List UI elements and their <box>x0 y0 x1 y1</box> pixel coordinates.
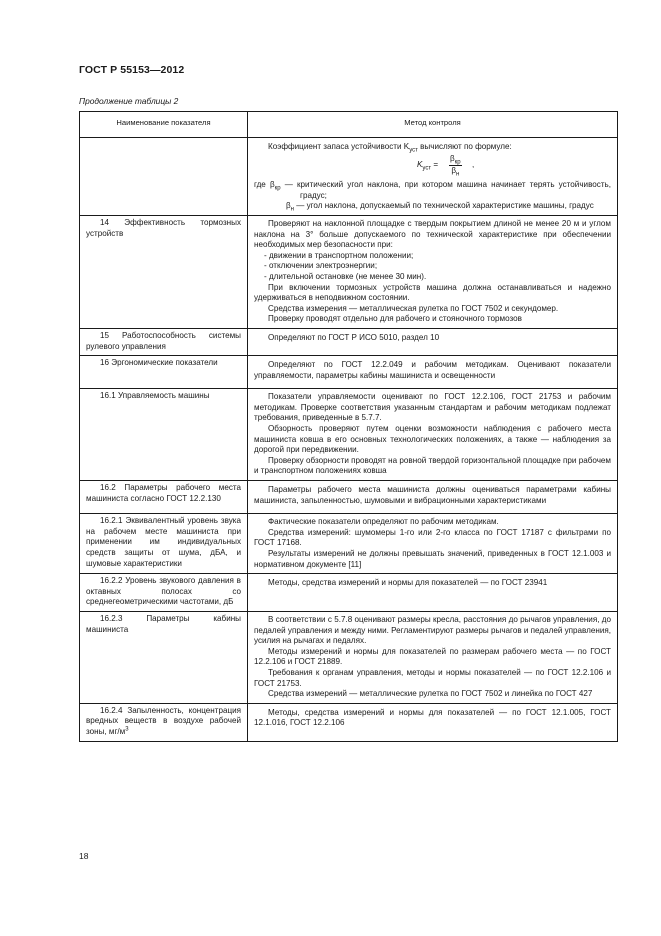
indicator-name-cell <box>80 703 248 741</box>
table-row-formula <box>80 137 618 215</box>
document-header: ГОСТ Р 55153—2012 <box>79 64 185 76</box>
method-paragraph: Средства измерений: шумомеры 1-го или 2-го класса по ГОСТ 17187 с фильтрами по ГОСТ 17168. <box>254 527 611 548</box>
formula-fraction <box>449 154 462 176</box>
method-cell <box>248 703 618 741</box>
method-cell <box>248 356 618 389</box>
formula-intro: Коэффициент запаса устойчивости $K_{уст}$ вычисляют по формуле: <box>268 141 512 154</box>
formula-where-critical: где $\beta_{кр}$ — критический угол наклона, при котором машина начинает терять устойчивость, градус; <box>254 180 611 200</box>
indicator-name: 16.2.4 Запыленность, концентрация вредных веществ в воздухе рабочей зоны, мг/м <box>86 705 241 736</box>
table-row <box>80 389 618 481</box>
method-paragraph: Методы измерений и нормы для показателей по размерам рабочего места — по ГОСТ 12.2.106 и ГОСТ 21889. <box>254 646 611 667</box>
indicator-name: 16.2.3 Параметры кабины машиниста <box>86 613 241 634</box>
table-continuation-caption: Продолжение таблицы 2 <box>79 96 179 106</box>
indicator-name: 14 Эффективность тормозных устройств <box>86 217 241 238</box>
method-cell <box>248 574 618 612</box>
method-paragraph: Результаты измерений не должны превышать значений, приведенных в ГОСТ 12.1.003 и нормативном документе [11] <box>254 549 611 569</box>
indicator-name-cell <box>80 356 248 389</box>
method-paragraph: В соответствии с 5.7.8 оценивают размеры кресла, расстояния до рычагов управления, до педалей управления и между ними. Регламентируют размеры рычагов и педалей управления, усилия на рычагах и педалях. <box>254 614 611 646</box>
method-paragraph: Проверку проводят отдельно для рабочего и стояночного тормозов <box>268 314 522 324</box>
indicator-name-cell <box>80 574 248 612</box>
method-cell <box>248 611 618 703</box>
indicator-name: 16 Эргономические показатели <box>100 358 218 368</box>
indicator-cell-empty <box>80 137 248 215</box>
method-cell <box>248 389 618 481</box>
formula-tail: , <box>472 160 475 170</box>
method-list-item: - движении в транспортном положении; <box>264 250 414 260</box>
method-cell <box>248 514 618 574</box>
indicator-name: 16.1 Управляемость машины <box>100 391 210 401</box>
control-methods-table <box>79 111 618 742</box>
table-row <box>80 611 618 703</box>
column-header-method: Метод контроля <box>248 112 618 138</box>
indicator-name-cell <box>80 389 248 481</box>
table-row <box>80 703 618 741</box>
method-paragraph: Средства измерения — металлическая рулетка по ГОСТ 7502 и секундомер. <box>268 303 559 313</box>
method-paragraph: Обзорность проверяют путем оценки возможности наблюдения с рабочего места машиниста ковша в его основных технологических положениях, а также — наблюдения за дорогой при передвижении. <box>254 424 611 455</box>
indicator-name-cell <box>80 215 248 328</box>
indicator-name-cell <box>80 514 248 574</box>
column-header-indicator: Наименование показателя <box>80 112 248 138</box>
indicator-name-superscript: 3 <box>125 726 129 733</box>
formula-denominator: $\beta_н$ <box>451 165 460 178</box>
method-cell <box>248 481 618 514</box>
method-paragraph: Определяют по ГОСТ 12.2.049 и рабочим методикам. Оценивают показатели управляемости, параметры кабины машиниста и освещенности <box>254 360 611 380</box>
indicator-name-cell <box>80 328 248 355</box>
table-row <box>80 356 618 389</box>
table-row <box>80 328 618 355</box>
method-cell-formula <box>248 137 618 215</box>
formula-lhs: $K_{уст}$ = <box>417 160 439 172</box>
method-paragraph: Определяют по ГОСТ Р ИСО 5010, раздел 10 <box>268 332 440 342</box>
stability-formula <box>254 154 611 178</box>
table-row <box>80 481 618 514</box>
method-paragraph: Фактические показатели определяют по рабочим методикам. <box>268 517 499 527</box>
method-paragraph: Показатели управляемости оценивают по ГОСТ 12.2.106, ГОСТ 21753 и рабочим методикам. Проверке соответствия указанным стандартам и рабочим методикам подлежат требования, приведенные в 5.7.7. <box>254 392 611 423</box>
method-paragraph: Параметры рабочего места машиниста должны оцениваться параметрами кабины машиниста, запыленностью, шумовыми и вибрационными характеристиками <box>254 485 611 505</box>
indicator-name-cell <box>80 611 248 703</box>
table-row <box>80 514 618 574</box>
indicator-name: 16.2.2 Уровень звукового давления в октавных полосах со среднегеометрическими частотами, дБ <box>86 576 241 607</box>
indicator-name: 16.2.1 Эквивалентный уровень звука на рабочем месте машиниста при применении им индивидуальных средств защиты от шума, дБА, и шумовые характеристики <box>86 516 241 568</box>
method-cell <box>248 328 618 355</box>
method-paragraph: Проверяют на наклонной площадке с твердым покрытием длиной не менее 20 м и углом наклона на 3° больше допускаемого по технической характеристике при обеспечении необходимых мер безопасности при: <box>254 218 611 250</box>
method-list-item: - длительной остановке (не менее 30 мин). <box>264 271 427 281</box>
formula-numerator: $\beta_{кр}$ <box>450 154 461 166</box>
indicator-name: 16.2 Параметры рабочего места машиниста согласно ГОСТ 12.2.130 <box>86 483 241 503</box>
table-row <box>80 215 618 328</box>
method-list-item: - отключении электроэнергии; <box>264 261 378 271</box>
page-number: 18 <box>79 851 89 861</box>
indicator-name: 15 Работоспособность системы рулевого управления <box>86 330 241 351</box>
table-header-row <box>80 112 618 138</box>
indicator-name-cell <box>80 481 248 514</box>
method-paragraph: Проверку обзорности проводят на ровной твердой горизонтальной площадке при рабочем и транспортном положениях ковша <box>254 455 611 476</box>
method-cell <box>248 215 618 328</box>
method-paragraph: При включении тормозных устройств машина должна останавливаться и надежно удерживаться в неподвижном состоянии. <box>254 282 611 303</box>
formula-where-allowed: $\beta_н$ — угол наклона, допускаемый по технической характеристике машины, градус <box>286 201 594 213</box>
method-paragraph: Методы, средства измерений и нормы для показателей — по ГОСТ 23941 <box>268 578 548 588</box>
table-row <box>80 574 618 612</box>
method-paragraph: Средства измерений — металлические рулетка по ГОСТ 7502 и линейка по ГОСТ 427 <box>268 689 593 699</box>
method-paragraph: Методы, средства измерений и нормы для показателей — по ГОСТ 12.1.005, ГОСТ 12.1.016, ГОСТ 12.2.106 <box>254 707 611 728</box>
method-paragraph: Требования к органам управления, методы и нормы показателей — по ГОСТ 12.2.106 и ГОСТ 21753. <box>254 667 611 688</box>
